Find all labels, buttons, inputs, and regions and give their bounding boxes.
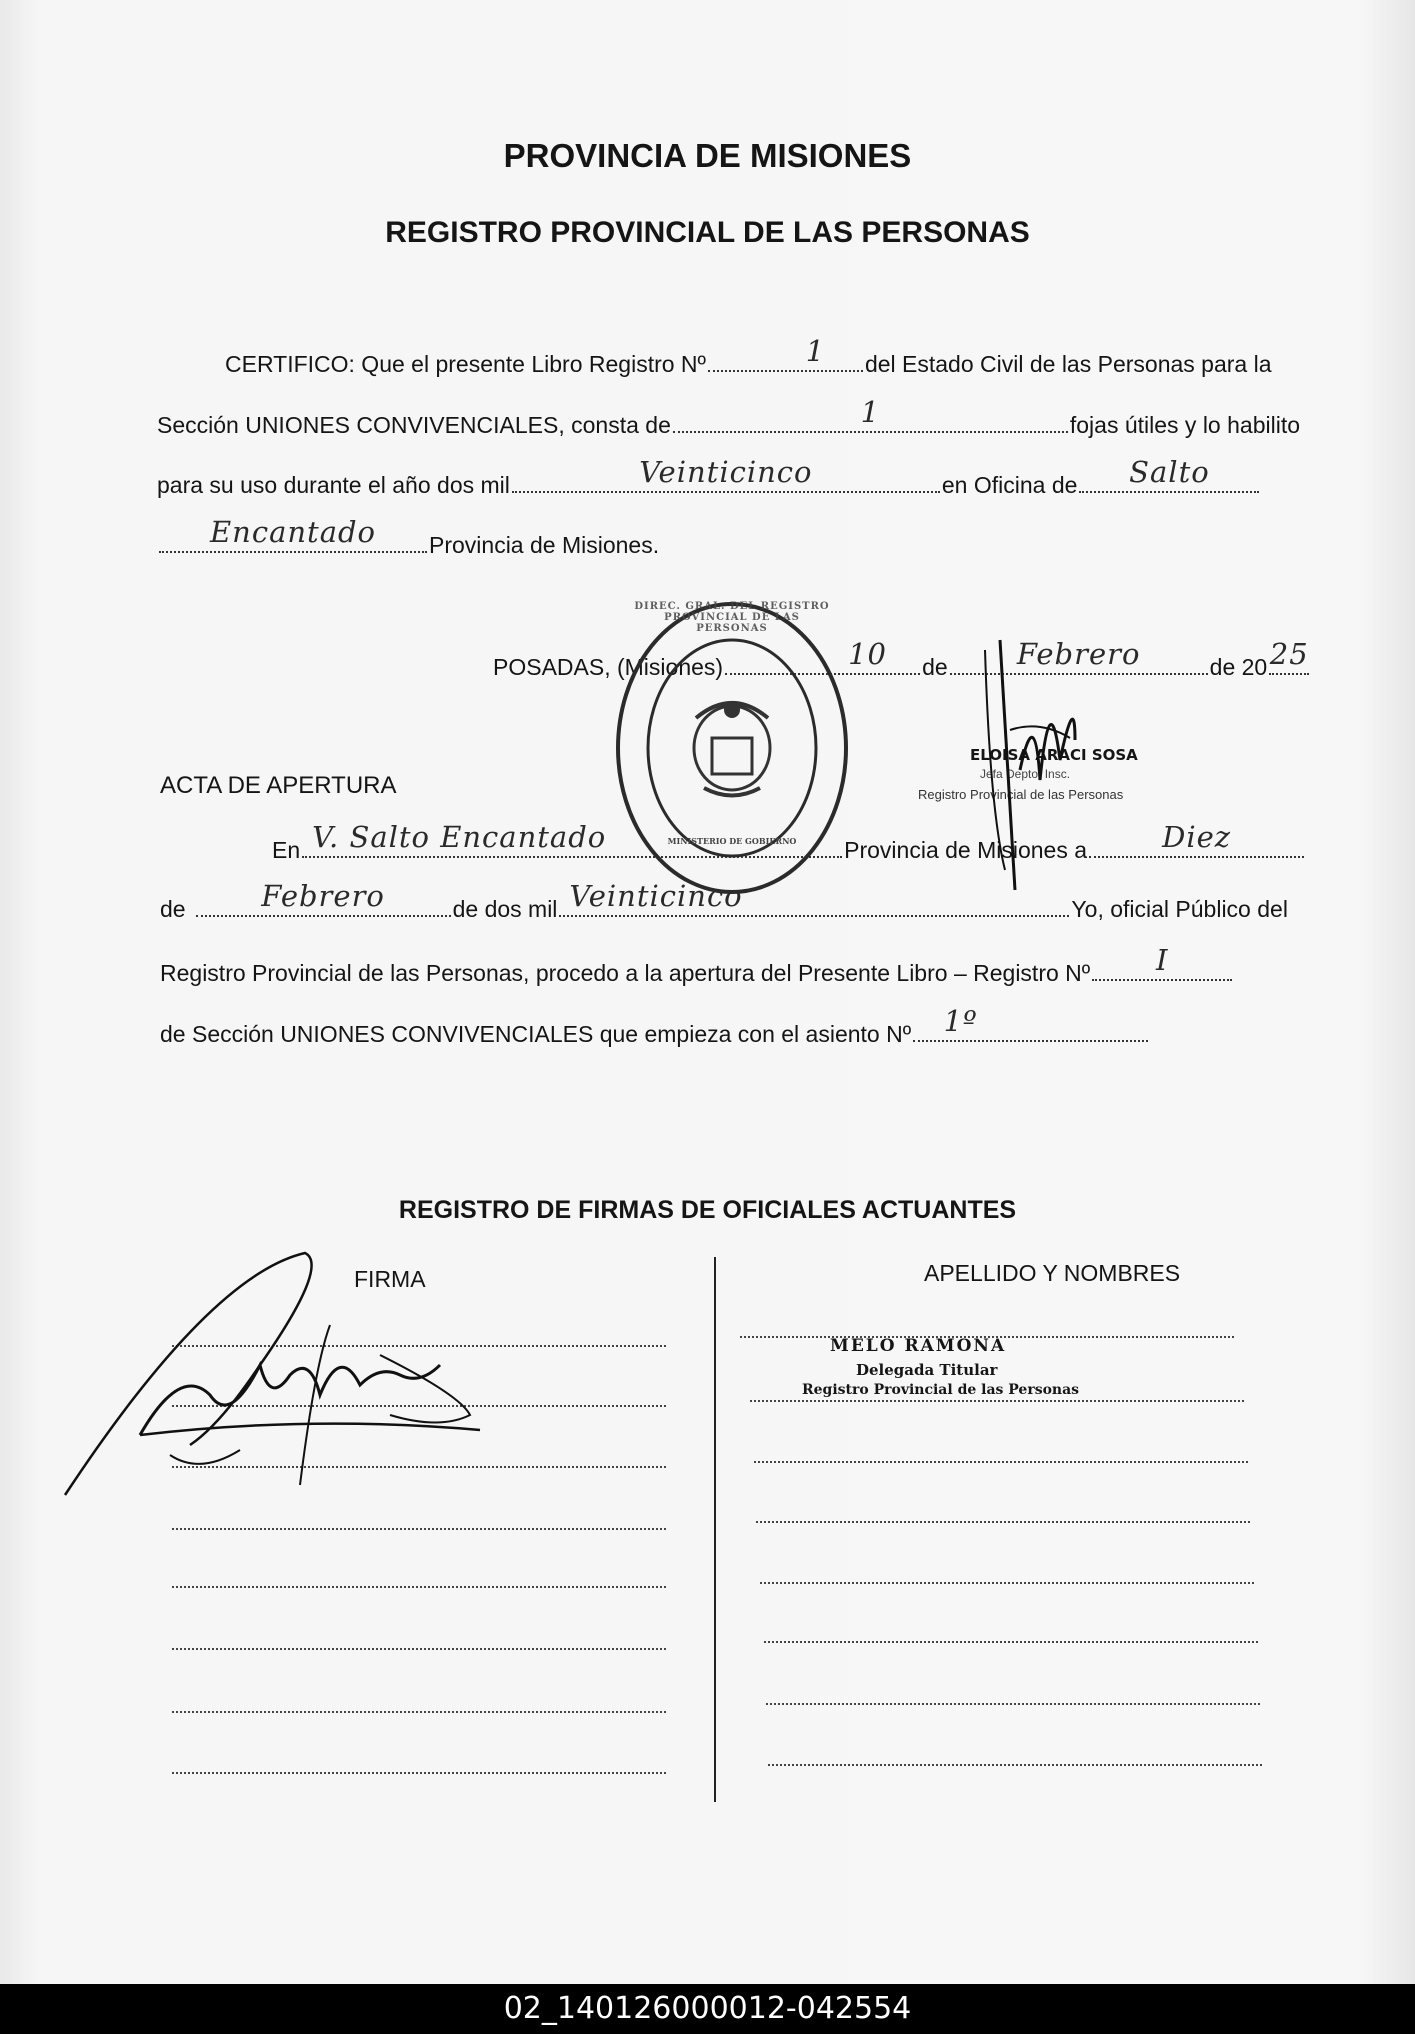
official-seal (612, 598, 852, 898)
acta-book-field (1092, 943, 1232, 981)
column-divider (714, 1257, 716, 1802)
firma-line (172, 1586, 666, 1588)
office-value: Salto (1129, 455, 1210, 489)
office-value-cont: Encantado (209, 515, 377, 549)
date-text: de (922, 654, 948, 680)
nombres-line (766, 1703, 1260, 1705)
date-place: POSADAS, (Misiones) (493, 654, 724, 680)
acta-text: de dos mil (452, 896, 558, 922)
column-apellido-nombres: APELLIDO Y NOMBRES (924, 1260, 1181, 1286)
officer-signature (60, 1245, 520, 1505)
registry-title: REGISTRO PROVINCIAL DE LAS PERSONAS (385, 216, 1030, 249)
certificate-text: para su uso durante el año dos mil (157, 472, 510, 498)
acta-text: Registro Provincial de las Personas, procedo a la apertura del Presente Libro – Registro Nº (160, 960, 1091, 986)
firma-line (172, 1772, 666, 1774)
acta-line-2 (160, 879, 1288, 923)
nombres-line (754, 1461, 1248, 1463)
acta-month-field (196, 879, 451, 917)
delegate-stamp-org: Registro Provincial de las Personas (802, 1382, 1080, 1398)
firma-line (172, 1648, 666, 1650)
seal-inner-text: MINISTERIO DE GOBIERNO (667, 836, 797, 846)
acta-text: Provincia de Misiones a (844, 837, 1088, 863)
date-day-value: 10 (848, 637, 888, 671)
column-firma: FIRMA (354, 1266, 426, 1292)
office-field-cont (159, 515, 427, 553)
certificate-text: en Oficina de (941, 472, 1078, 498)
nombres-line (750, 1400, 1244, 1402)
nombres-line (756, 1521, 1250, 1523)
acta-line-4 (160, 1004, 1150, 1048)
certificate-line-4 (157, 515, 660, 559)
certificate-text: Sección UNIONES CONVIVENCIALES, consta de (157, 412, 671, 438)
acta-entry-field (913, 1004, 1148, 1042)
acta-text: de (160, 896, 186, 922)
date-month-value: Febrero (1016, 637, 1141, 671)
certificate-text: del Estado Civil de las Personas para la (864, 351, 1272, 377)
date-text: de 20 (1209, 654, 1268, 680)
document-code: 02_140126000012-042554 (0, 1984, 1415, 2034)
nombres-line (768, 1764, 1262, 1766)
book-number-field (708, 334, 863, 372)
acta-text: Yo, oficial Público del (1071, 896, 1288, 922)
book-number-value: 1 (805, 334, 826, 368)
firma-line (172, 1711, 666, 1713)
office-field (1079, 455, 1259, 493)
official-name: ELOISA ARACI SOSA (970, 746, 1138, 764)
acta-year-field (559, 879, 1069, 917)
date-year-field (1269, 637, 1309, 675)
nombres-line (760, 1582, 1254, 1584)
year-field (512, 455, 940, 493)
year-value: Veinticinco (639, 455, 813, 489)
acta-entry-value: 1º (943, 1004, 978, 1038)
official-title: Jefa Depto. Insc. (980, 767, 1071, 781)
certificate-text: CERTIFICO: Que el presente Libro Registro Nº (225, 351, 706, 377)
certificate-text: Provincia de Misiones. (429, 532, 660, 558)
delegate-stamp-name: MELO RAMONA (830, 1336, 1007, 1356)
date-year-value: 25 (1269, 637, 1309, 671)
certificate-text: fojas útiles y lo habilito (1069, 412, 1300, 438)
delegate-stamp-title: Delegada Titular (856, 1361, 998, 1379)
official-signature (980, 620, 1100, 890)
seal-text: DIREC. GRAL. DEL REGISTRO PROVINCIAL DE LAS PERSONAS (634, 601, 830, 634)
firma-line (172, 1528, 666, 1530)
signatures-title: REGISTRO DE FIRMAS DE OFICIALES ACTUANTES (398, 1196, 1017, 1224)
acta-place-value: V. Salto Encantado (312, 820, 607, 854)
pages-count-value: 1 (860, 395, 881, 429)
official-org: Registro Provincial de las Personas (918, 787, 1124, 802)
acta-book-value: I (1155, 943, 1169, 977)
acta-year-value: Veinticinco (569, 879, 743, 913)
acta-day-value: Diez (1162, 820, 1232, 854)
acta-title: ACTA DE APERTURA (160, 772, 397, 799)
province-title: PROVINCIA DE MISIONES (503, 137, 912, 174)
certificate-line-3 (157, 455, 1261, 499)
acta-month-value: Febrero (261, 879, 385, 913)
certificate-line-2 (157, 395, 1300, 439)
certificate-line-1 (225, 334, 1272, 378)
acta-day-field (1089, 820, 1304, 858)
acta-text: En (272, 837, 301, 863)
acta-line-3 (160, 943, 1234, 987)
acta-text: de Sección UNIONES CONVIVENCIALES que empieza con el asiento Nº (160, 1021, 912, 1047)
nombres-line (764, 1641, 1258, 1643)
pages-count-field (673, 395, 1068, 433)
